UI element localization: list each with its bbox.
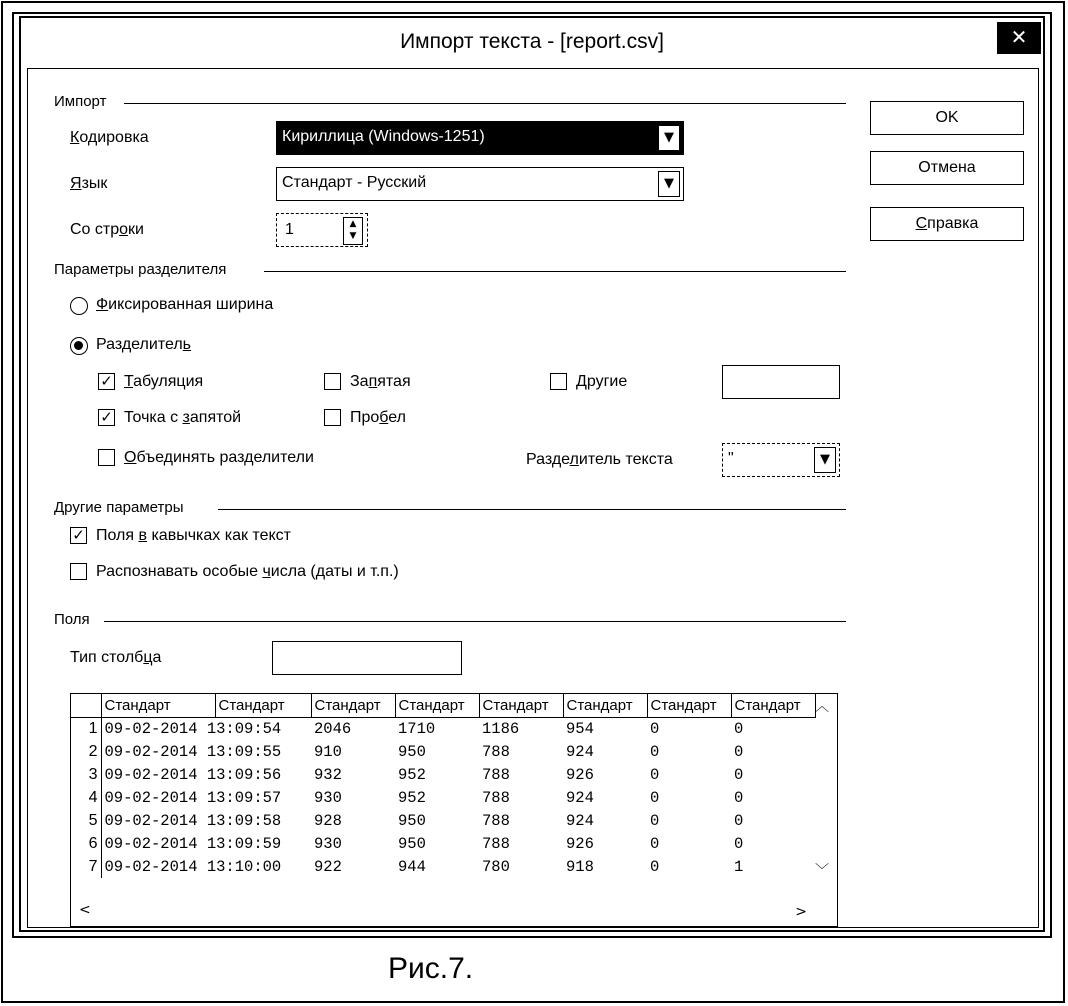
- table-row: [71, 740, 815, 763]
- semicolon-checkbox[interactable]: ✓: [98, 409, 115, 426]
- table-cell: 910: [314, 742, 342, 761]
- table-cell: 1: [734, 857, 744, 876]
- table-cell: 0: [650, 857, 660, 876]
- table-cell: 0: [734, 811, 744, 830]
- table-cell: 950: [398, 834, 426, 853]
- table-cell: 950: [398, 811, 426, 830]
- language-value: Стандарт - Русский: [282, 174, 427, 191]
- table-row: [71, 832, 815, 855]
- cell-datetime: 09-02-2014 13:09:55: [104, 742, 282, 761]
- table-row: [71, 786, 815, 809]
- window-title: Импорт текста - [report.csv]: [400, 30, 664, 53]
- cell-datetime: 09-02-2014 13:09:54: [104, 719, 282, 738]
- close-button[interactable]: [997, 22, 1041, 54]
- table-cell: 944: [398, 857, 426, 876]
- quoted-as-text-checkbox[interactable]: ✓: [70, 527, 87, 544]
- column-header[interactable]: Стандарт: [479, 694, 563, 717]
- table-cell: 788: [482, 765, 510, 784]
- tab-checkbox[interactable]: ✓: [98, 373, 115, 390]
- table-cell: 924: [566, 788, 594, 807]
- space-label: Пробел: [350, 409, 406, 426]
- group-divider: [124, 103, 846, 104]
- table-cell: 924: [566, 811, 594, 830]
- detect-special-numbers-label: Распознавать особые числа (даты и т.п.): [96, 563, 399, 580]
- table-cell: 0: [650, 719, 660, 738]
- horizontal-scrollbar[interactable]: [71, 900, 837, 926]
- column-header[interactable]: Стандарт: [395, 694, 479, 717]
- language-select[interactable]: [276, 167, 684, 201]
- text-delimiter-select[interactable]: [722, 443, 840, 477]
- detect-special-numbers-checkbox[interactable]: [70, 563, 87, 580]
- grid-corner: [71, 694, 101, 717]
- group-divider: [104, 621, 846, 622]
- comma-checkbox[interactable]: [324, 373, 341, 390]
- chevron-down-icon[interactable]: ▼: [658, 125, 680, 151]
- table-cell: 0: [650, 742, 660, 761]
- preview-grid[interactable]: [70, 693, 838, 927]
- table-cell: 0: [650, 834, 660, 853]
- close-icon: ✕: [1010, 25, 1028, 49]
- separated-radio[interactable]: [70, 337, 88, 355]
- from-row-label: Со строки: [70, 221, 144, 238]
- group-divider: [264, 271, 846, 272]
- other-separator-checkbox[interactable]: [550, 373, 567, 390]
- column-type-select[interactable]: [272, 641, 462, 675]
- table-cell: 780: [482, 857, 510, 876]
- from-row-spinner[interactable]: [276, 213, 368, 247]
- encoding-value: Кириллица (Windows-1251): [282, 128, 485, 145]
- text-delimiter-label: Разделитель текста: [526, 451, 673, 468]
- row-number[interactable]: 5: [71, 809, 101, 832]
- cell-datetime: 09-02-2014 13:09:58: [104, 811, 282, 830]
- text-delimiter-value: ": [728, 450, 734, 467]
- table-cell: 922: [314, 857, 342, 876]
- table-row: [71, 717, 815, 740]
- space-checkbox[interactable]: [324, 409, 341, 426]
- table-cell: 1186: [482, 719, 520, 738]
- group-fields-title: Поля: [54, 611, 90, 628]
- table-cell: 952: [398, 788, 426, 807]
- encoding-select[interactable]: [276, 121, 684, 155]
- table-cell: 0: [734, 719, 744, 738]
- separated-label: Разделитель: [96, 336, 192, 353]
- table-cell: 2046: [314, 719, 352, 738]
- table-cell: 0: [734, 834, 744, 853]
- scroll-down-icon[interactable]: ﹀: [815, 863, 829, 879]
- column-header[interactable]: Стандарт: [215, 694, 311, 717]
- scroll-left-icon[interactable]: <: [79, 902, 91, 918]
- cell-datetime: 09-02-2014 13:10:00: [104, 857, 282, 876]
- group-other-title: Другие параметры: [54, 499, 184, 516]
- row-number[interactable]: 4: [71, 786, 101, 809]
- help-button[interactable]: Справка: [870, 207, 1024, 241]
- chevron-down-icon[interactable]: ▼: [658, 171, 680, 197]
- table-cell: 918: [566, 857, 594, 876]
- table-cell: 926: [566, 765, 594, 784]
- semicolon-label: Точка с запятой: [124, 409, 242, 426]
- spin-arrows-icon[interactable]: ▲ ▼: [343, 217, 363, 245]
- title-bar[interactable]: [21, 18, 1043, 68]
- table-row: [71, 855, 815, 878]
- table-cell: 932: [314, 765, 342, 784]
- grid-header-row: [71, 694, 815, 717]
- table-cell: 0: [734, 765, 744, 784]
- group-separator-title: Параметры разделителя: [54, 261, 227, 278]
- fixed-width-label: Фиксированная ширина: [96, 296, 274, 313]
- scroll-right-icon[interactable]: >: [795, 904, 807, 920]
- row-number[interactable]: 3: [71, 763, 101, 786]
- other-separator-input[interactable]: [722, 365, 840, 399]
- table-cell: 930: [314, 788, 342, 807]
- figure-caption: Рис.7.: [388, 952, 474, 985]
- table-cell: 0: [734, 788, 744, 807]
- table-cell: 0: [650, 765, 660, 784]
- table-cell: 930: [314, 834, 342, 853]
- chevron-down-icon[interactable]: ▼: [814, 447, 836, 473]
- table-cell: 928: [314, 811, 342, 830]
- language-label: Язык: [70, 175, 108, 192]
- table-cell: 924: [566, 742, 594, 761]
- import-text-dialog: [19, 16, 1045, 932]
- table-cell: 926: [566, 834, 594, 853]
- merge-delimiters-label: Объединять разделители: [124, 449, 314, 466]
- quoted-as-text-label: Поля в кавычках как текст: [96, 527, 291, 544]
- group-import-title: Импорт: [54, 93, 107, 110]
- comma-label: Запятая: [350, 373, 411, 390]
- table-cell: 788: [482, 834, 510, 853]
- scroll-up-icon[interactable]: ︿: [815, 699, 829, 715]
- table-cell: 952: [398, 765, 426, 784]
- column-type-label: Тип столбца: [70, 649, 162, 666]
- cell-datetime: 09-02-2014 13:09:57: [104, 788, 282, 807]
- cancel-button[interactable]: Отмена: [870, 151, 1024, 185]
- encoding-label: Кодировка: [70, 129, 149, 146]
- ok-button[interactable]: OK: [870, 101, 1024, 135]
- table-cell: 954: [566, 719, 594, 738]
- column-header[interactable]: Стандарт: [101, 694, 215, 717]
- table-cell: 788: [482, 788, 510, 807]
- table-cell: 788: [482, 811, 510, 830]
- merge-delimiters-checkbox[interactable]: [98, 449, 115, 466]
- table-row: [71, 763, 815, 786]
- from-row-value: 1: [285, 221, 294, 238]
- group-divider: [218, 509, 846, 510]
- table-cell: 0: [650, 788, 660, 807]
- row-number[interactable]: 1: [71, 717, 101, 740]
- tab-label: Табуляция: [124, 373, 204, 390]
- row-number[interactable]: 6: [71, 832, 101, 855]
- row-number[interactable]: 2: [71, 740, 101, 763]
- table-cell: 1710: [398, 719, 436, 738]
- column-header[interactable]: Стандарт: [563, 694, 647, 717]
- row-number[interactable]: 7: [71, 855, 101, 878]
- other-separator-label: Другие: [576, 373, 628, 390]
- column-header[interactable]: Стандарт: [311, 694, 395, 717]
- table-cell: 950: [398, 742, 426, 761]
- dialog-client-area: [27, 68, 1039, 928]
- column-header[interactable]: Стандарт: [731, 694, 815, 717]
- table-row: [71, 809, 815, 832]
- cell-datetime: 09-02-2014 13:09:56: [104, 765, 282, 784]
- table-cell: 0: [734, 742, 744, 761]
- table-cell: 788: [482, 742, 510, 761]
- table-cell: 0: [650, 811, 660, 830]
- fixed-width-radio[interactable]: [70, 297, 88, 315]
- column-header[interactable]: Стандарт: [647, 694, 731, 717]
- cell-datetime: 09-02-2014 13:09:59: [104, 834, 282, 853]
